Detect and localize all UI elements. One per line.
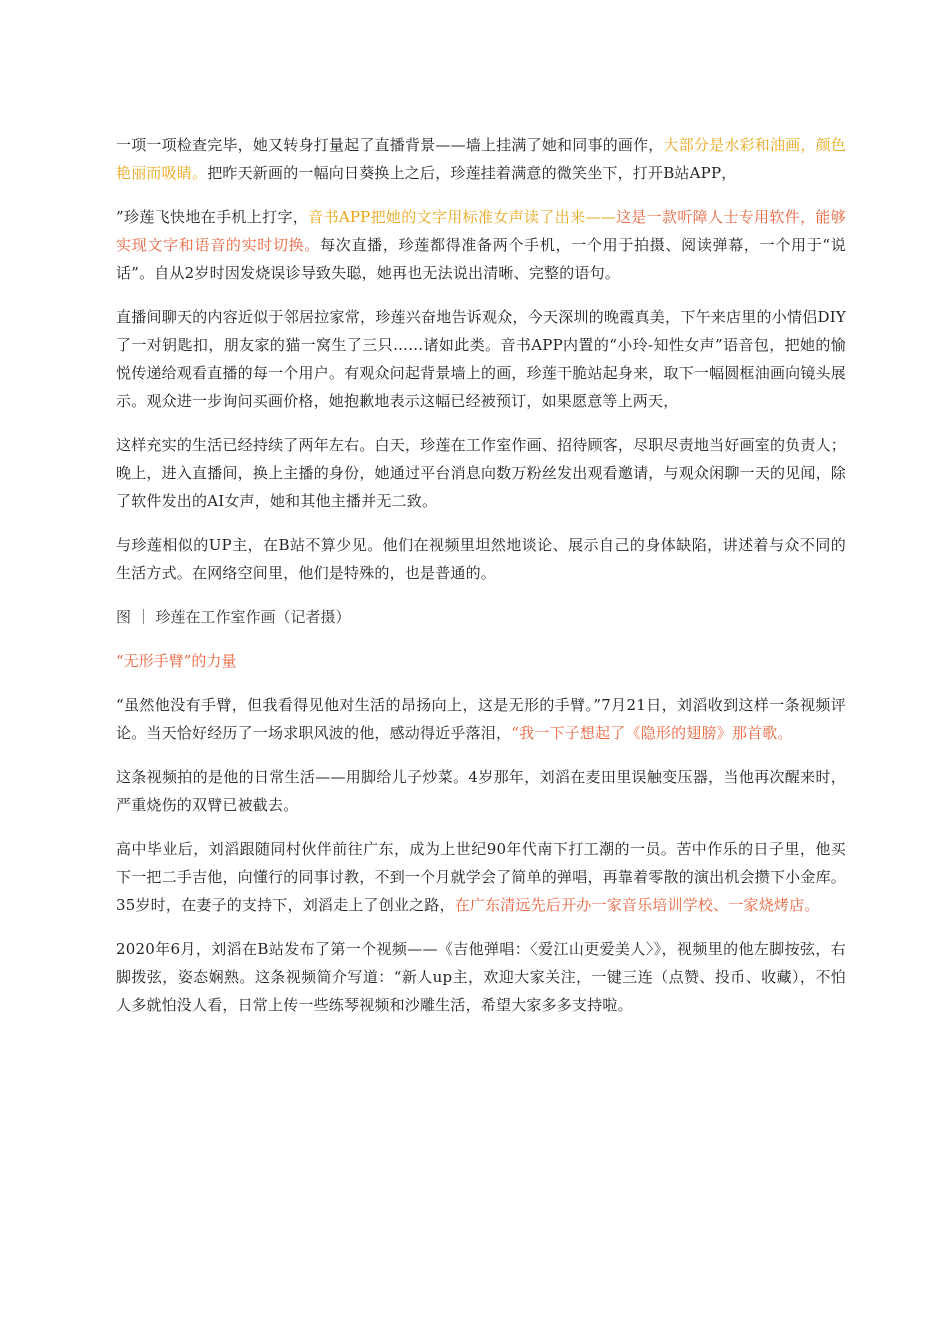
paragraph-text: 一项一项检查完毕，她又转身打量起了直播背景——墙上挂满了她和同事的画作， xyxy=(116,136,664,154)
paragraph-live-chat: 直播间聊天的内容近似于邻居拉家常，珍莲兴奋地告诉观众，今天深圳的晚霞真美，下午来店里的小情侣DIY了一对钥匙扣，朋友家的猫一窝生了三只……诸如此类。音书APP内置的“小玲-知性女声”语音包，把她的愉悦传递给观看直播的每一个用户。有观众问起背景墙上的画，珍莲干脆站起身来，取下一幅圆框油画向镜头展示。观众进一步询问买画价格，她抱歉地表示这幅已经被预订，如果愿意等上两天， xyxy=(116,308,846,410)
article-body xyxy=(116,131,846,1035)
paragraph-text: 每次直播，珍莲都得准备两个手机，一个用于拍摄、阅读弹幕，一个用于“说话”。自从2岁时因发烧误诊导致失聪，她再也无法说出清晰、完整的语句。 xyxy=(116,236,846,282)
highlighted-text: 在广东清远先后开办一家音乐培训学校、一家烧烤店。 xyxy=(454,896,820,914)
paragraph-comment xyxy=(116,691,846,747)
paragraph-first-video: 2020年6月，刘滔在B站发布了第一个视频——《吉他弹唱：〈爱江山更爱美人〉》，视频里的他左脚按弦，右脚拨弦，姿态娴熟。这条视频简介写道：“新人up主，欢迎大家关注，一键三连（点赞、投币、收藏），不怕人多就怕没人看，日常上传一些练琴视频和沙雕生活，希望大家多多支持啦。 xyxy=(116,940,846,1014)
highlighted-text: “我一下子想起了《隐形的翅膀》那首歌。 xyxy=(511,724,793,742)
highlighted-text: 这是一款听障人士专用软件，能够实现文字和语音的实时切换。 xyxy=(116,208,846,254)
paragraph-live-background xyxy=(116,131,846,187)
paragraph-video: 这条视频拍的是他的日常生活——用脚给儿子炒菜。4岁那年，刘滔在麦田里误触变压器，当他再次醒来时，严重烧伤的双臂已被截去。 xyxy=(116,768,846,814)
paragraph-similar-up: 与珍莲相似的UP主，在B站不算少见。他们在视频里坦然地谈论、展示自己的身体缺陷，讲述着与众不同的生活方式。在网络空间里，他们是特殊的，也是普通的。 xyxy=(116,536,846,582)
paragraph-typing xyxy=(116,203,846,287)
highlighted-text: 音书APP把她的文字用标准女声读了出来—— xyxy=(308,208,616,226)
paragraph-background xyxy=(116,835,846,919)
paragraph-text: “虽然他没有手臂，但我看得见他对生活的昂扬向上，这是无形的手臂。”7月21日，刘滔收到这样一条视频评论。当天恰好经历了一场求职风波的他，感动得近乎落泪， xyxy=(116,696,846,742)
paragraph-text: 高中毕业后，刘滔跟随同村伙伴前往广东，成为上世纪90年代南下打工潮的一员。苦中作乐的日子里，他买下一把二手吉他，向懂行的同事讨教，不到一个月就学会了简单的弹唱，再靠着零散的演出机会攒下小金库。35岁时，在妻子的支持下，刘滔走上了创业之路， xyxy=(116,840,846,914)
paragraph-text: ”珍莲飞快地在手机上打字， xyxy=(116,208,309,226)
image-caption: 图 ｜ 珍莲在工作室作画（记者摄） xyxy=(116,608,351,626)
section-heading: “无形手臂”的力量 xyxy=(116,652,237,670)
paragraph-text: 把昨天新画的一幅向日葵换上之后，珍莲挂着满意的微笑坐下，打开B站APP， xyxy=(207,164,737,182)
paragraph-daily-life: 这样充实的生活已经持续了两年左右。白天，珍莲在工作室作画、招待顾客，尽职尽责地当好画室的负责人；晚上，进入直播间，换上主播的身份，她通过平台消息向数万粉丝发出观看邀请，与观众闲聊一天的见闻，除了软件发出的AI女声，她和其他主播并无二致。 xyxy=(116,436,846,510)
highlighted-text: 大部分是水彩和油画，颜色艳丽而吸睛。 xyxy=(116,136,846,182)
